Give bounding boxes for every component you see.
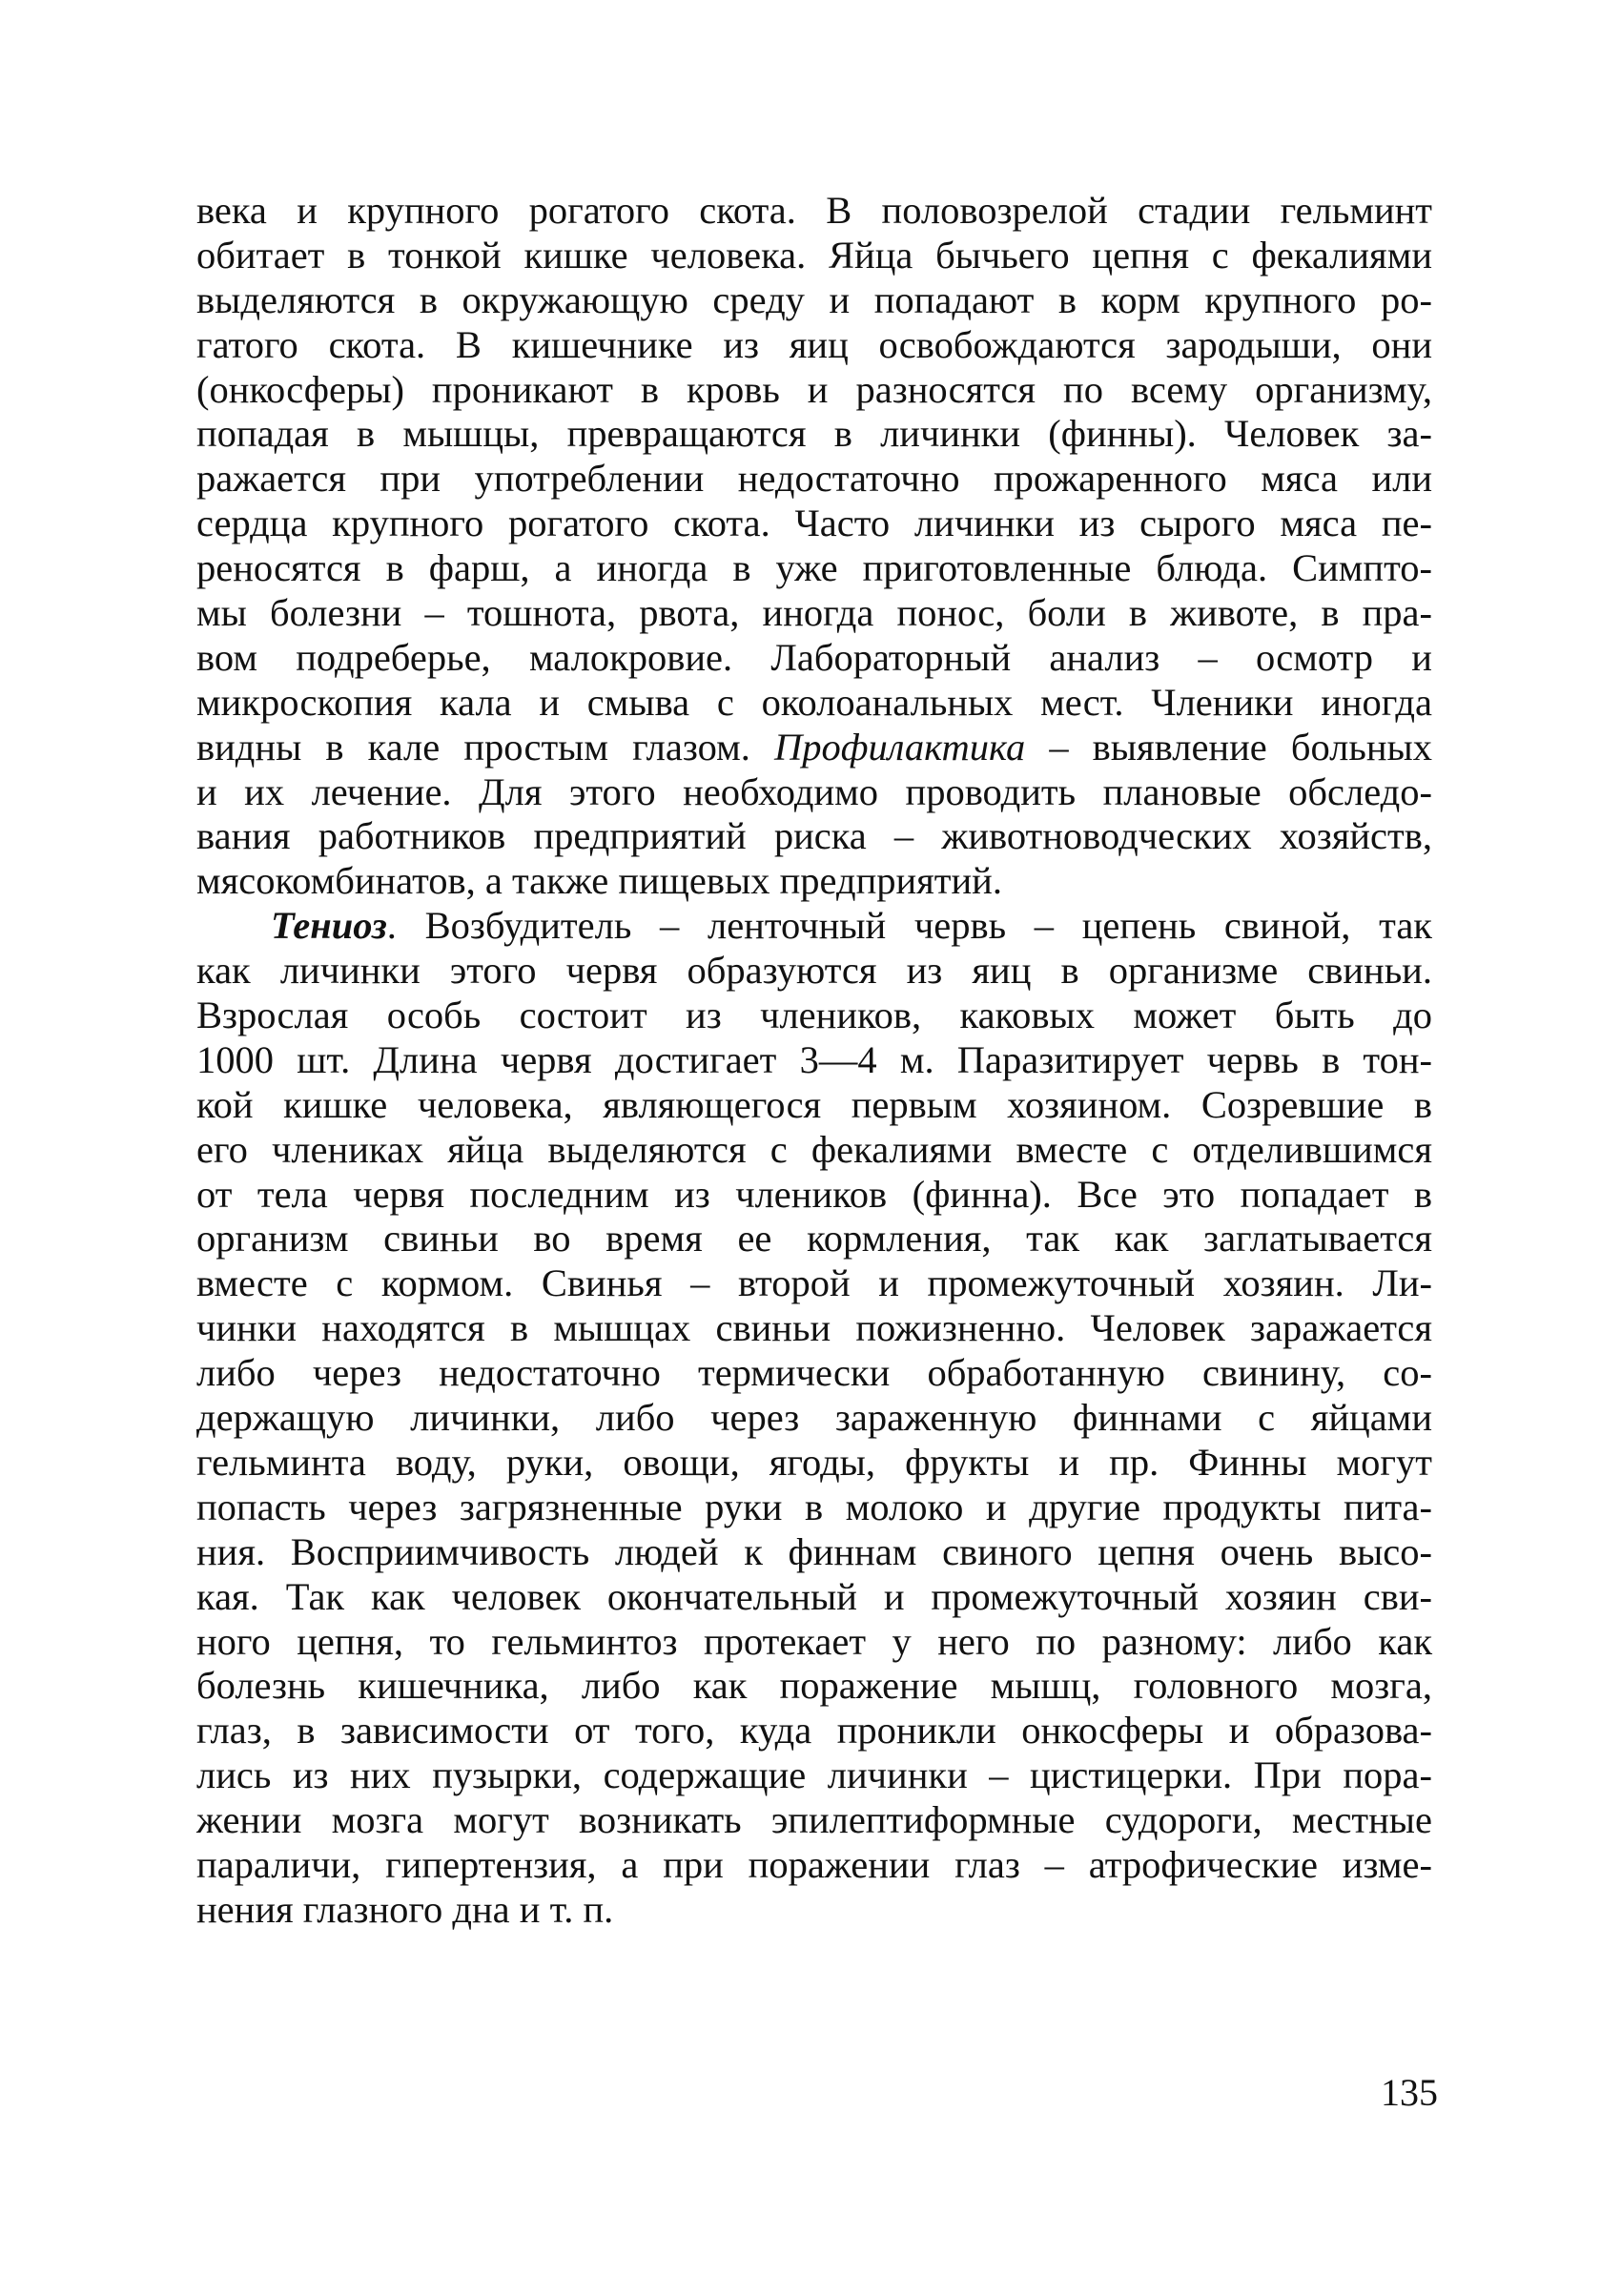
text-line — [196, 1486, 1432, 1530]
text-line — [196, 1575, 1432, 1620]
text-segment: держащую личинки, либо через зараженную финнами с яйцами — [196, 1396, 1432, 1440]
text-segment: его члениках яйца выделяются с фекалиями вместе с отделившимся — [196, 1127, 1432, 1171]
text-segment: попадая в мышцы, превращаются в личинки (финны). Человек за- — [196, 412, 1432, 456]
text-segment: вом подреберье, малокровие. Лабораторный анализ – осмотр и — [196, 635, 1432, 679]
body-text — [196, 189, 1432, 1933]
text-line — [196, 859, 1432, 904]
text-line — [196, 1083, 1432, 1128]
page-number: 135 — [1381, 2071, 1438, 2114]
text-segment: ражается при употреблении недостаточно прожаренного мяса или — [196, 457, 1432, 501]
text-segment: и их лечение. Для этого необходимо проводить плановые обследо- — [196, 769, 1432, 813]
text-line — [196, 726, 1432, 770]
text-segment: сердца крупного рогатого скота. Часто личинки из сырого мяса пе- — [196, 502, 1432, 545]
text-line — [196, 502, 1432, 546]
text-segment: 1000 шт. Длина червя достигает 3—4 м. Паразитирует червь в тон- — [196, 1037, 1432, 1081]
text-segment: микроскопия кала и смыва с околоанальных мест. Членики иногда — [196, 680, 1432, 724]
text-segment: параличи, гипертензия, а при поражении глаз – атрофические изме- — [196, 1842, 1432, 1886]
text-line — [196, 234, 1432, 278]
text-line — [196, 681, 1432, 726]
text-segment: мы болезни – тошнота, рвота, иногда понос, боли в животе, в пра- — [196, 591, 1432, 635]
text-segment: попасть через загрязненные руки в молоко и другие продукты пита- — [196, 1485, 1432, 1528]
text-segment: от тела червя последним из члеников (финна). Все это попадает в — [196, 1172, 1432, 1216]
text-segment: ного цепня, то гельминтоз протекает у него по разному: либо как — [196, 1619, 1432, 1663]
text-segment: вместе с кормом. Свинья – второй и промежуточный хозяин. Ли- — [196, 1261, 1432, 1305]
text-segment: кой кишке человека, являющегося первым хозяином. Созревшие в — [196, 1082, 1432, 1126]
text-segment: гельминта воду, руки, овощи, ягоды, фрукты и пр. Финны могут — [196, 1440, 1432, 1484]
text-line — [196, 1261, 1432, 1306]
text-line — [196, 368, 1432, 413]
text-segment: как личинки этого червя образуются из яиц в организме свиньи. — [196, 949, 1432, 993]
text-segment: нения глазного дна и т. п. — [196, 1887, 614, 1931]
text-segment: обитает в тонкой кишке человека. Яйца бычьего цепня с фекалиями — [196, 233, 1432, 277]
text-line — [196, 1530, 1432, 1575]
text-line — [196, 323, 1432, 368]
text-line — [196, 1038, 1432, 1083]
text-segment: реносятся в фарш, а иногда в уже приготовленные блюда. Симпто- — [196, 546, 1432, 590]
text-line — [196, 904, 1432, 949]
text-segment: лись из них пузырки, содержащие личинки – цистицерки. При пора- — [196, 1753, 1432, 1797]
text-line — [196, 1709, 1432, 1753]
text-line — [196, 457, 1432, 502]
text-line — [196, 278, 1432, 323]
text-segment: глаз, в зависимости от того, куда проникли онкосферы и образова- — [196, 1709, 1432, 1753]
text-line — [196, 591, 1432, 636]
text-segment: . Возбудитель – ленточный червь – цепень свиной, так — [386, 904, 1432, 948]
text-segment: ния. Восприимчивость людей к финнам свиного цепня очень высо- — [196, 1529, 1432, 1573]
text-line — [196, 770, 1432, 815]
text-line — [196, 1441, 1432, 1486]
paragraph — [196, 189, 1432, 904]
text-line — [196, 1351, 1432, 1396]
term-heading: Тениоз — [271, 904, 387, 948]
text-line — [196, 1217, 1432, 1261]
text-segment: гатого скота. В кишечнике из яиц освобождаются зародыши, они — [196, 322, 1432, 366]
text-segment: видны в кале простым глазом. — [196, 725, 774, 769]
text-segment: мясокомбинатов, а также пищевых предприятий. — [196, 859, 1002, 903]
paragraph — [196, 904, 1432, 1932]
text-segment: болезнь кишечника, либо как поражение мышц, головного мозга, — [196, 1664, 1432, 1708]
text-line — [196, 1798, 1432, 1843]
text-line — [196, 1664, 1432, 1709]
text-segment: кая. Так как человек окончательный и промежуточный хозяин сви- — [196, 1574, 1432, 1618]
text-segment: вания работников предприятий риска – животноводческих хозяйств, — [196, 814, 1432, 858]
text-line — [196, 949, 1432, 994]
text-segment: (онкосферы) проникают в кровь и разносятся по всему организму, — [196, 367, 1432, 411]
text-line — [196, 636, 1432, 681]
text-segment: либо через недостаточно термически обработанную свинину, со- — [196, 1351, 1432, 1395]
text-line — [196, 1620, 1432, 1665]
text-line — [196, 412, 1432, 457]
text-segment: жении мозга могут возникать эпилептиформные судороги, местные — [196, 1798, 1432, 1842]
text-line — [196, 994, 1432, 1038]
text-line — [196, 1396, 1432, 1441]
text-segment: века и крупного рогатого скота. В половозрелой стадии гельминт — [196, 189, 1432, 232]
text-line — [196, 1173, 1432, 1218]
text-line — [196, 546, 1432, 591]
text-line — [196, 1843, 1432, 1888]
text-segment: – выявление больных — [1025, 725, 1432, 769]
text-line — [196, 814, 1432, 859]
text-segment: выделяются в окружающую среду и попадают в корм крупного ро- — [196, 277, 1432, 321]
emphasized-term: Профилактика — [773, 725, 1026, 769]
text-line — [196, 1753, 1432, 1798]
text-segment: чинки находятся в мышцах свиньи пожизненно. Человек заражается — [196, 1306, 1432, 1350]
text-segment: организм свиньи во время ее кормления, так как заглатывается — [196, 1217, 1432, 1261]
text-line — [196, 189, 1432, 234]
text-segment: Взрослая особь состоит из члеников, каковых может быть до — [196, 994, 1432, 1037]
text-line — [196, 1128, 1432, 1173]
text-line — [196, 1306, 1432, 1351]
text-line — [196, 1888, 1432, 1933]
